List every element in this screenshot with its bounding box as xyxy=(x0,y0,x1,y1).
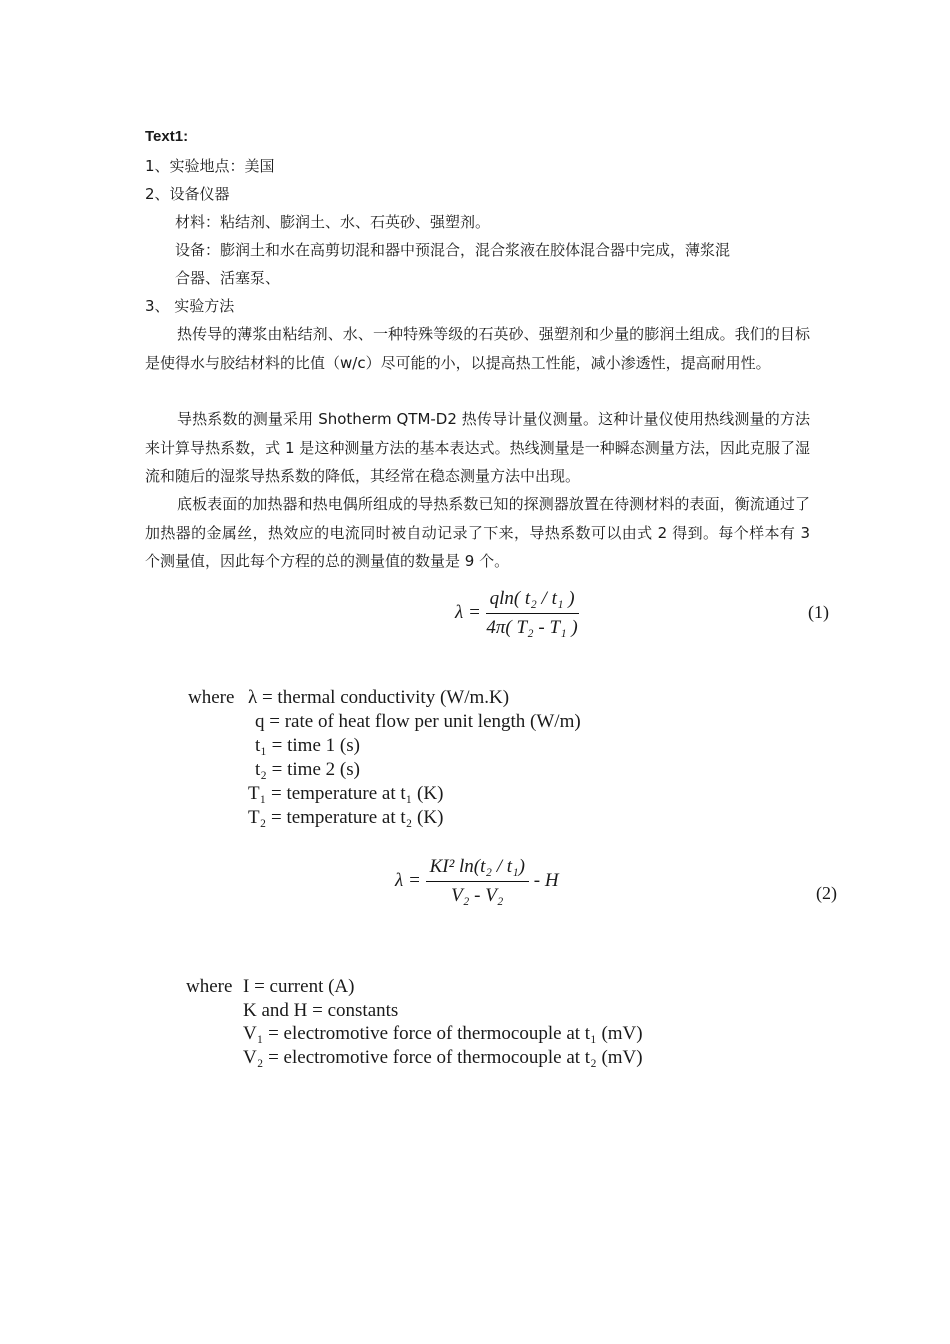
paragraph-procedure: 底板表面的加热器和热电偶所组成的导热系数已知的探测器放置在待测材料的表面，衡流通过了加热器的金属丝，热效应的电流同时被自动记录了下来，导热系数可以由式 2 得到。每个样本有 3 个测量值，因此每个方程的总的测量值的数量是 9 个。 xyxy=(145,495,810,570)
equipment-line-1: 设备：膨润土和水在高剪切混和器中预混合，混合浆液在胶体混合器中完成，薄浆混 xyxy=(175,241,731,259)
equation-1-numerator: qln( t₂ / t₁ ) xyxy=(486,588,579,614)
equation-2-fraction xyxy=(426,856,529,907)
equation-1-fraction xyxy=(486,588,579,639)
equipment-line-2: 合器、活塞泵、 xyxy=(175,269,281,287)
def-T1: T₁ = temperature at t₁ (K) xyxy=(248,783,444,804)
equation-1 xyxy=(455,588,579,639)
def-K-H: K and H = constants xyxy=(243,1000,399,1021)
equation-2 xyxy=(395,856,559,907)
equation-2-denominator: V₂ - V₂ xyxy=(451,885,504,906)
def-q: q = rate of heat flow per unit length (W/m) xyxy=(255,711,581,732)
list-item-location: 1、实验地点：美国 xyxy=(145,157,275,175)
def-I: I = current (A) xyxy=(243,976,355,997)
def-lambda: λ = thermal conductivity (W/m.K) xyxy=(248,687,510,708)
equation-2-tail: - H xyxy=(533,869,559,891)
def-V2: V₂ = electromotive force of thermocouple at t₂ (mV) xyxy=(243,1047,643,1068)
def-t1: t₁ = time 1 (s) xyxy=(255,735,360,756)
def-T2: T₂ = temperature at t₂ (K) xyxy=(248,807,444,828)
materials-line: 材料：粘结剂、膨润土、水、石英砂、强塑剂。 xyxy=(175,213,491,231)
equation-1-lhs: λ = xyxy=(455,601,481,623)
def-V1: V₁ = electromotive force of thermocouple at t₁ (mV) xyxy=(243,1023,643,1044)
equation-1-number: (1) xyxy=(808,602,829,622)
list-item-equipment: 2、设备仪器 xyxy=(145,185,230,203)
paragraph-composition: 热传导的薄浆由粘结剂、水、一种特殊等级的石英砂、强塑剂和少量的膨润土组成。我们的目标是使得水与胶结材料的比值（w/c）尽可能的小，以提高热工性能，减小渗透性，提高耐用性。 xyxy=(145,325,810,372)
equation-2-number: (2) xyxy=(816,883,837,903)
equation-1-denominator: 4π( T₂ - T₁ ) xyxy=(486,617,578,638)
paragraph-measurement: 导热系数的测量采用 Shotherm QTM-D2 热传导计量仪测量。这种计量仪使用热线测量的方法来计算导热系数，式 1 是这种测量方法的基本表达式。热线测量是一种瞬态测量方法，因此克服了湿流和随后的湿浆导热系数的降低，其经常在稳态测量方法中出现。 xyxy=(145,410,810,485)
defs-1-where: where xyxy=(188,687,235,708)
section-heading: Text1: xyxy=(145,128,189,145)
equation-2-numerator: KI² ln(t₂ / t₁) xyxy=(426,856,529,882)
defs-2-where: where xyxy=(186,976,233,997)
def-t2: t₂ = time 2 (s) xyxy=(255,759,360,780)
equation-2-lhs: λ = xyxy=(395,869,421,891)
list-item-method: 3、 实验方法 xyxy=(145,297,235,315)
